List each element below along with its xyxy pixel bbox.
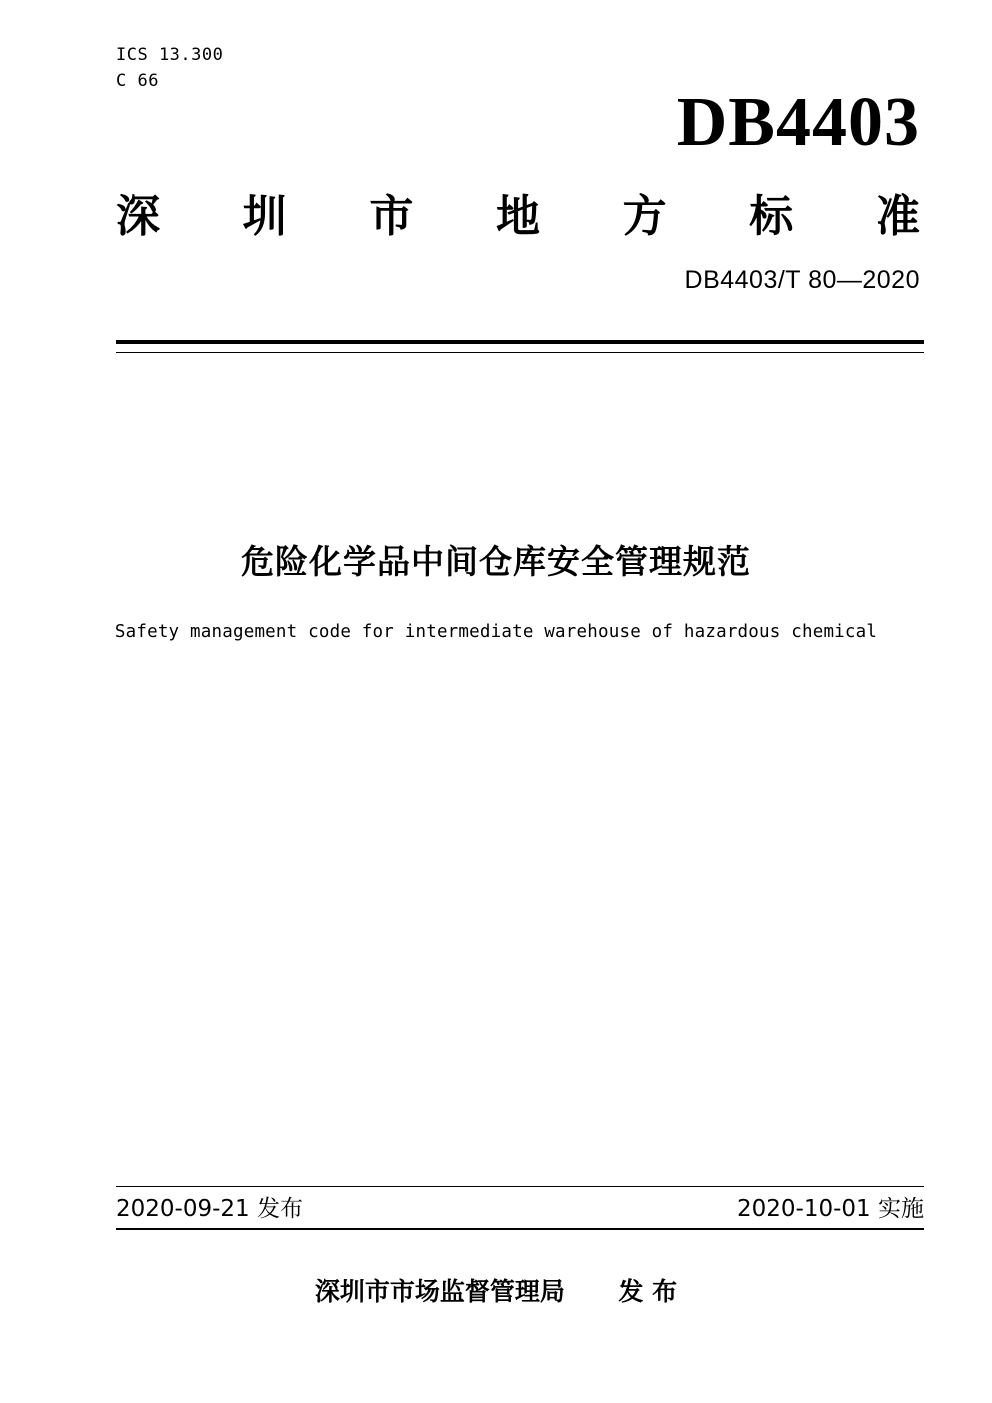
- standard-banner-chinese: [116, 180, 920, 244]
- banner-char-6: 准: [875, 191, 920, 242]
- banner-char-1: 圳: [242, 191, 287, 242]
- header-divider-thick: [116, 340, 924, 344]
- standard-number: DB4403/T 80—2020: [684, 266, 920, 294]
- issuer-line: [0, 1272, 992, 1308]
- ics-classification-block: [116, 42, 223, 95]
- issue-date: 2020-09-21 发布: [116, 1196, 303, 1222]
- ics-number: ICS 13.300: [116, 45, 224, 65]
- issuer-name: 深圳市市场监督管理局: [314, 1277, 565, 1306]
- banner-char-0: 深: [116, 191, 160, 242]
- header-divider-thin: [116, 352, 924, 353]
- issuer-action: 发 布: [618, 1277, 678, 1306]
- standard-code-heading: DB4403: [676, 84, 920, 161]
- banner-char-4: 方: [622, 191, 667, 242]
- banner-char-3: 地: [495, 191, 540, 242]
- banner-char-2: 市: [369, 191, 414, 242]
- document-title-english: Safety management code for intermediate warehouse of hazardous chemical: [114, 622, 878, 642]
- banner-char-5: 标: [749, 191, 794, 242]
- document-title-chinese: 危险化学品中间仓库安全管理规范: [241, 542, 751, 581]
- footer-dates: [116, 1190, 924, 1223]
- footer-divider-bottom: [116, 1228, 924, 1230]
- effective-date: 2020-10-01 实施: [737, 1196, 924, 1222]
- classification-code: C 66: [116, 71, 159, 92]
- footer-divider-top: [116, 1186, 924, 1187]
